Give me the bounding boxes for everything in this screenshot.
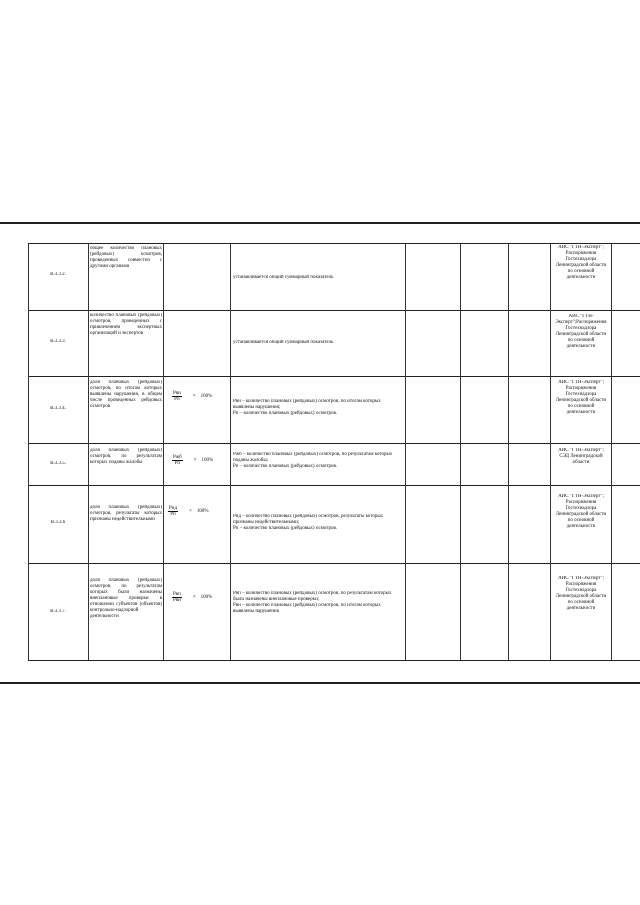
table-col-divider [550, 243, 551, 661]
explanation-line: Pвн – количество плановых (рейдовых) осмотров, по итогам которых выявлены нарушения; [233, 399, 381, 410]
row-indicator: доля плановых (рейдовых) осмотров, по результатам которых поданы жалобы [90, 448, 162, 465]
formula-factor: 100% [200, 394, 213, 399]
formula-operator: × [193, 458, 197, 463]
row-explanation [233, 514, 403, 532]
explanation-line: устанавливается общий суммарный показатель [233, 340, 334, 345]
table-row-divider [28, 243, 640, 244]
row-source: АИС "ГТН-Эксперт"; СЭД Ленинградской области [558, 448, 604, 465]
row-indicator: доля плановых (рейдовых) осмотров, по результатам которых были назначены внеплановые проверки в отношении субъектов (объектов) контрольно-надзорной деятельности [90, 578, 162, 619]
table-col-divider [163, 243, 164, 661]
explanation-line: Pп – количество плановых (рейдовых) осмотров. [233, 526, 338, 531]
table-row-divider [28, 443, 640, 444]
table-row-divider [28, 310, 640, 311]
explanation-line: Pп – количество плановых (рейдовых) осмотров. [233, 411, 338, 416]
formula-fraction [172, 455, 183, 466]
formula-factor: 100% [200, 595, 213, 600]
table-row-divider [28, 563, 640, 564]
page-top-border [0, 222, 640, 224]
table-row-divider [28, 376, 640, 377]
row-code: В.3.3.5. [50, 461, 66, 466]
formula-numerator: Pнд [169, 506, 178, 511]
explanation-line: Pнд – количество плановых (рейдовых) осмотров, результаты которых признаны недействительными; [233, 514, 384, 525]
formula-operator: × [192, 595, 196, 600]
row-code: В.3.3.2. [50, 272, 66, 277]
table-col-divider [508, 243, 509, 661]
row-explanation [233, 399, 403, 417]
row-formula [168, 506, 209, 517]
explanation-line: Pп – количество плановых (рейдовых) осмотров. [233, 464, 338, 469]
row-code: В.3.3.6 [50, 520, 66, 525]
table-col-divider [88, 243, 89, 661]
row-indicator: доля плановых (рейдовых) осмотров, по итогам которых выявлены нарушения, в общем числе проведенных рейдовых осмотров [90, 380, 162, 409]
formula-denominator: Pп [170, 512, 176, 517]
table-col-divider [405, 243, 406, 661]
formula-denominator: Pп [174, 397, 180, 402]
formula-numerator: Pвп [173, 592, 181, 597]
table-col-divider [230, 243, 231, 661]
formula-fraction [172, 391, 182, 402]
explanation-line: устанавливается общий суммарный показатель [233, 275, 334, 280]
row-code: В.3.3.3. [50, 339, 66, 344]
row-indicator: количество плановых (рейдовых) осмотров, проведенных с привлечением экспертных организаций и экспертов [90, 313, 162, 336]
explanation-line: Pвн – количество плановых (рейдовых) осмотров, по итогам которых выявлены нарушения [233, 603, 381, 614]
row-source: АИС "ГТН-Эксперт"; Распоряжения Гостехнадзора Ленинградской области по основной деятельности [555, 380, 607, 415]
formula-fraction [168, 506, 178, 517]
explanation-line: Pвп – количество плановых (рейдовых) осмотров, по результатам которых были назначены внеплановые проверки; [233, 591, 392, 602]
row-formula [172, 455, 213, 466]
explanation-line: Pжб – количество плановых (рейдовых) осмотров, по результатам которых поданы жалобы; [233, 452, 393, 463]
table-col-divider [611, 243, 612, 661]
row-explanation [233, 340, 403, 346]
table-col-divider [28, 243, 29, 661]
row-source: АИС "ГТН-Эксперт"; Распоряжения Гостехнадзора Ленинградской области по основной деятельности [555, 245, 607, 280]
row-explanation [233, 591, 403, 615]
formula-factor: 100% [196, 509, 209, 514]
row-code: В.3.3.7. [50, 609, 66, 614]
row-code: В.3.3.4. [50, 406, 66, 411]
formula-factor: 100% [201, 458, 214, 463]
formula-denominator: Pп [174, 461, 181, 466]
formula-operator: × [189, 509, 192, 514]
row-indicator: доля плановых (рейдовых) осмотров, результаты которых признаны недействительными [90, 505, 162, 522]
row-indicator: общее количество плановых (рейдовых) осмотров, проведенных совместно с другими органами [90, 246, 162, 269]
row-source: АИС "ГТН-Эксперт"; Распоряжения Гостехнадзора Ленинградской области по основной деятельности [555, 494, 607, 529]
row-source: АИС "ГТН-Эксперт";Распоряжения Гостехнадзора Ленинградской области по основной деятельности [555, 314, 607, 349]
formula-numerator: Pжб [173, 455, 182, 460]
formula-denominator: Pвн [173, 598, 181, 603]
table-row-divider [28, 485, 640, 486]
table-row-divider [28, 660, 640, 661]
table-col-divider [460, 243, 461, 661]
row-source: АИС "ГТН-Эксперт"; Распоряжения Гостехнадзора Ленинградской области по основной деятельности [555, 576, 607, 611]
row-formula [172, 391, 212, 402]
row-formula [172, 592, 212, 603]
page-bottom-border [0, 682, 640, 684]
row-explanation [233, 275, 403, 281]
formula-numerator: Pвн [173, 391, 181, 396]
formula-fraction [172, 592, 182, 603]
formula-operator: × [192, 394, 196, 399]
row-explanation [233, 452, 403, 470]
